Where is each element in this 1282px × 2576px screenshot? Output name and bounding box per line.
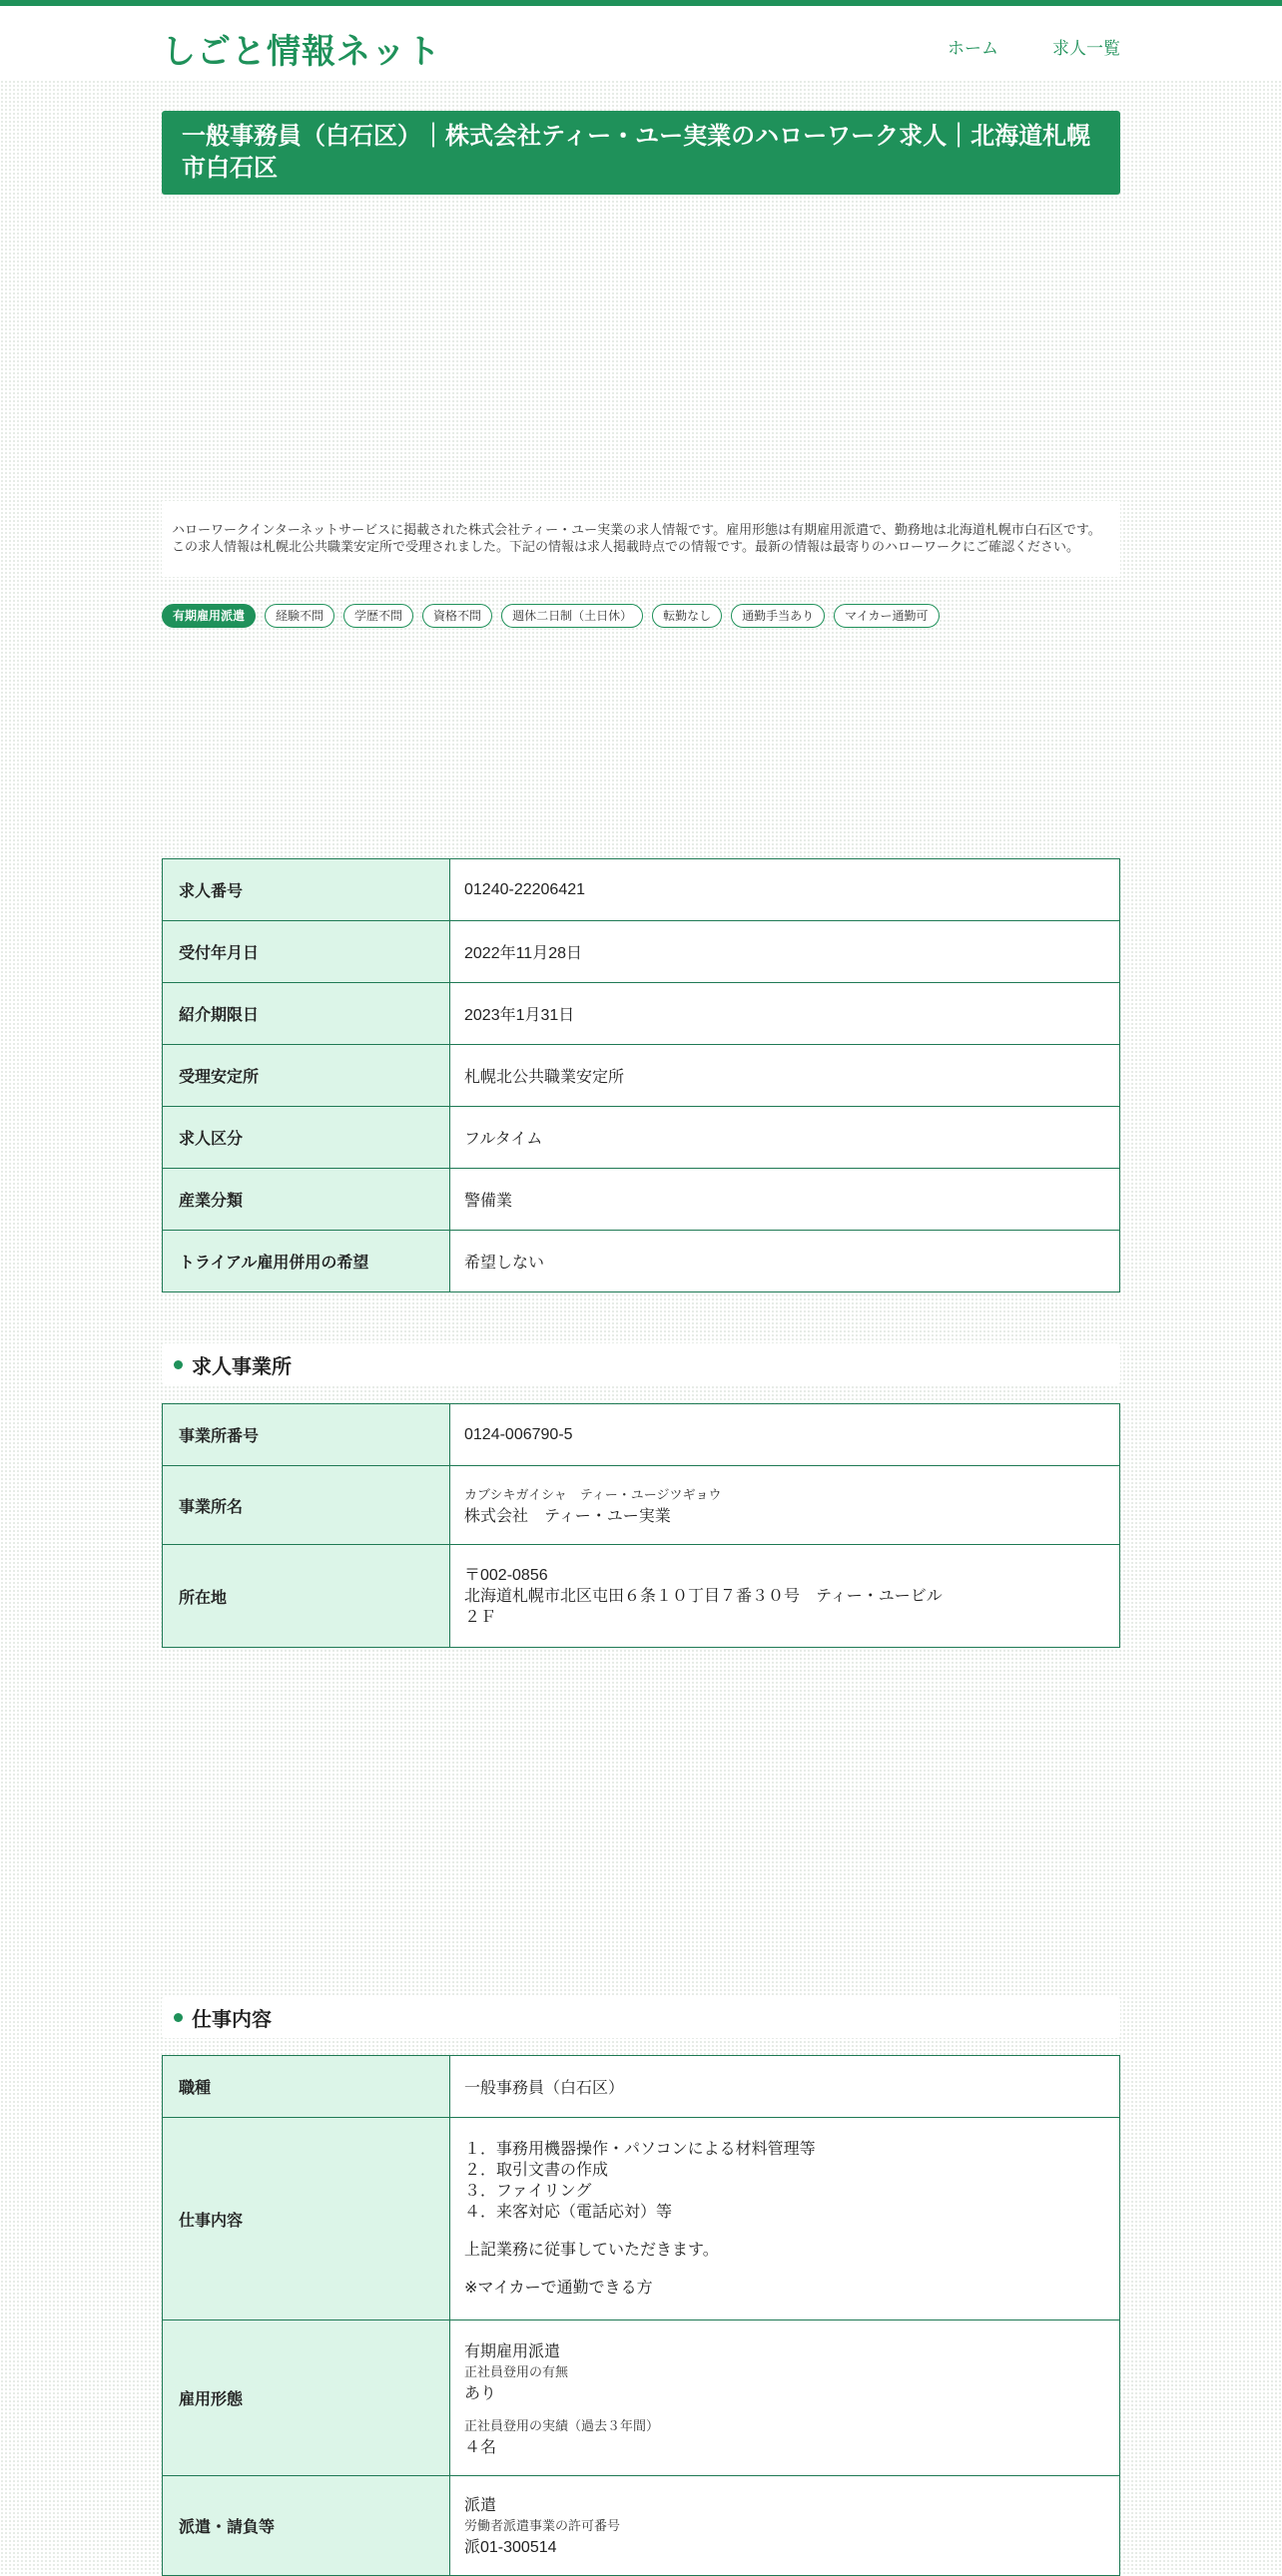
- content-line: ２．取引文書の作成: [464, 2162, 609, 2179]
- dispatch-cell: [450, 2476, 1120, 2576]
- regular-value: あり: [464, 2385, 497, 2402]
- employment-cell: [450, 2320, 1120, 2476]
- row-value: フルタイム: [450, 1107, 1120, 1169]
- page-title-box: [162, 111, 1120, 195]
- address-line: 北海道札幌市北区屯田６条１０丁目７番３０号 ティー・ユービル: [464, 1587, 943, 1605]
- table-row: [163, 1169, 1120, 1231]
- intro-line: この求人情報は札幌北公共職業安定所で受理されました。下記の情報は求人掲載時点での情報です。最新の情報は最寄りのハローワークにご確認ください。: [172, 539, 1079, 554]
- permit-label: 労働者派遣事業の許可番号: [464, 2518, 621, 2533]
- tag: 週休二日制（土日休）: [501, 604, 643, 628]
- feature-tags: [162, 604, 1120, 628]
- job-content-cell: [450, 2118, 1120, 2320]
- record-label: 正社員登用の実績（過去３年間）: [464, 2418, 660, 2433]
- tag: 経験不問: [265, 604, 334, 628]
- table-row: [163, 1107, 1120, 1169]
- row-label: 受付年月日: [163, 921, 450, 983]
- job-section-heading: [162, 1996, 1120, 2038]
- table-row: [163, 2476, 1120, 2576]
- content-line: １．事務用機器操作・パソコンによる材料管理等: [464, 2141, 816, 2158]
- row-label: 雇用形態: [163, 2320, 450, 2476]
- table-row: [163, 859, 1120, 921]
- page-title: 一般事務員（白石区）｜株式会社ティー・ユー実業のハローワーク求人｜北海道札幌市白石区: [182, 123, 1091, 182]
- table-row: [163, 2056, 1120, 2118]
- dispatch-value: 派遣: [464, 2497, 497, 2514]
- content-line: ３．ファイリング: [464, 2183, 592, 2200]
- tag: 通勤手当あり: [731, 604, 825, 628]
- intro-line: ハローワークインターネットサービスに掲載された株式会社ティー・ユー実業の求人情報です。雇用形態は有期雇用派遣で、勤務地は北海道札幌市白石区です。: [172, 522, 1101, 537]
- row-value: 2022年11月28日: [450, 921, 1120, 983]
- office-name-kana: カブシキガイシャ ティー・ユージツギョウ: [464, 1487, 722, 1502]
- office-number: 0124-006790-5: [450, 1404, 1120, 1466]
- row-label: 受理安定所: [163, 1045, 450, 1107]
- content-line: ４．来客対応（電話応対）等: [464, 2204, 673, 2221]
- intro-text: [162, 501, 1120, 577]
- table-row: [163, 921, 1120, 983]
- row-label: 事業所名: [163, 1466, 450, 1545]
- tag: マイカー通勤可: [834, 604, 939, 628]
- row-value: 01240-22206421: [450, 859, 1120, 921]
- table-row: [163, 2320, 1120, 2476]
- tag: 転勤なし: [652, 604, 722, 628]
- tag-employment-type: 有期雇用派遣: [162, 604, 256, 628]
- nav-job-list-link[interactable]: 求人一覧: [1052, 39, 1120, 58]
- basic-info-section: [162, 858, 1120, 1292]
- row-label: 所在地: [163, 1545, 450, 1648]
- bullet-dot-icon: [174, 1360, 183, 1369]
- office-section: [162, 1403, 1120, 1648]
- site-header: [0, 6, 1282, 80]
- content-note: 上記業務に従事していただきます。: [464, 2242, 719, 2259]
- table-row: [163, 1545, 1120, 1648]
- row-value: 警備業: [450, 1169, 1120, 1231]
- basic-info-table: [162, 858, 1120, 1292]
- job-section: [162, 2055, 1120, 2576]
- row-label: 派遣・請負等: [163, 2476, 450, 2576]
- table-row: [163, 983, 1120, 1045]
- row-label: 産業分類: [163, 1169, 450, 1231]
- row-label: 職種: [163, 2056, 450, 2118]
- row-label: 仕事内容: [163, 2118, 450, 2320]
- table-row: [163, 1466, 1120, 1545]
- row-value: 希望しない: [450, 1231, 1120, 1292]
- office-table: [162, 1403, 1120, 1648]
- office-address-cell: [450, 1545, 1120, 1648]
- site-logo[interactable]: しごと情報ネット: [162, 33, 441, 71]
- section-title: 求人事業所: [192, 1355, 292, 1378]
- table-row: [163, 2118, 1120, 2320]
- office-name-cell: [450, 1466, 1120, 1545]
- row-value: 札幌北公共職業安定所: [450, 1045, 1120, 1107]
- office-section-heading: [162, 1343, 1120, 1385]
- job-table: [162, 2055, 1120, 2576]
- nav-home-link[interactable]: ホーム: [948, 39, 998, 58]
- bullet-dot-icon: [174, 2013, 183, 2022]
- office-name: 株式会社 ティー・ユー実業: [464, 1508, 671, 1525]
- postal-code: 〒002-0856: [464, 1566, 548, 1584]
- table-row: [163, 1045, 1120, 1107]
- row-label: トライアル雇用併用の希望: [163, 1231, 450, 1292]
- job-type: 一般事務員（白石区）: [450, 2056, 1120, 2118]
- row-label: 求人区分: [163, 1107, 450, 1169]
- regular-label: 正社員登用の有無: [464, 2364, 569, 2379]
- row-label: 紹介期限日: [163, 983, 450, 1045]
- main-nav: [948, 34, 1120, 59]
- row-label: 事業所番号: [163, 1404, 450, 1466]
- row-value: 2023年1月31日: [450, 983, 1120, 1045]
- tag: 学歴不問: [343, 604, 413, 628]
- employment-type: 有期雇用派遣: [464, 2343, 561, 2360]
- record-value: ４名: [464, 2439, 497, 2456]
- address-line: ２Ｆ: [464, 1608, 497, 1626]
- permit-value: 派01-300514: [464, 2539, 557, 2556]
- table-row: [163, 1231, 1120, 1292]
- section-title: 仕事内容: [192, 2008, 272, 2031]
- table-row: [163, 1404, 1120, 1466]
- content-note: ※マイカーで通勤できる方: [464, 2280, 653, 2297]
- row-label: 求人番号: [163, 859, 450, 921]
- tag: 資格不問: [422, 604, 492, 628]
